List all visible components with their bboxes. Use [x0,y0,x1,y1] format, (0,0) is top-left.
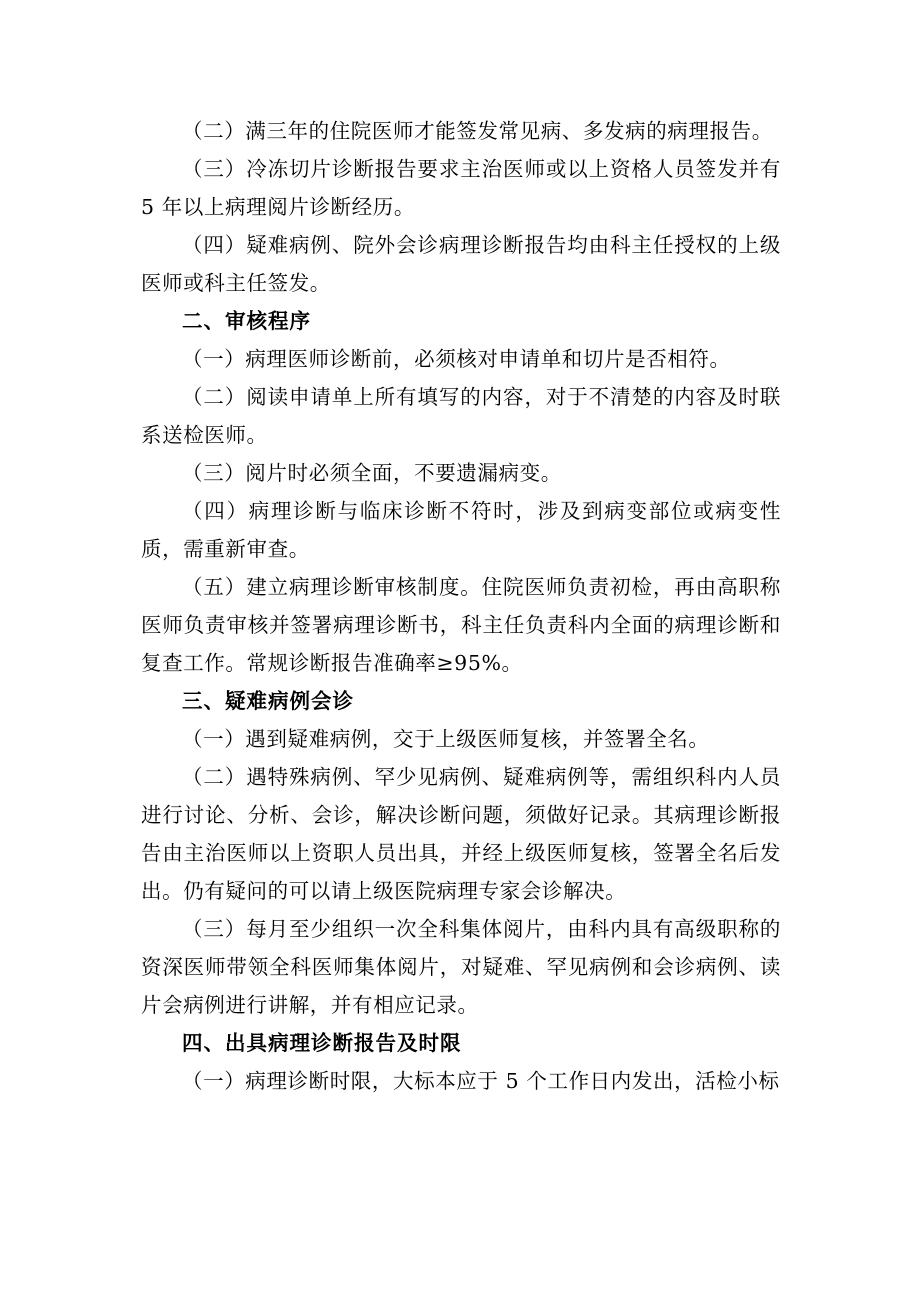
consultation-item-3: （三）每月至少组织一次全科集体阅片，由科内具有高级职称的资深医师带领全科医师集体阅片，对疑难、罕见病例和会诊病例、读片会病例进行讲解，并有相应记录。 [141,917,781,1017]
document-body [141,112,781,1100]
heading-report-timelimit: 四、出具病理诊断报告及时限 [182,1031,462,1055]
review-item-5: （五）建立病理诊断审核制度。住院医师负责初检，再由高职称医师负责审核并签署病理诊断书，科主任负责科内全面的病理诊断和复查工作。常规诊断报告准确率≥95%。 [141,575,781,675]
consultation-item-2: （二）遇特殊病例、罕少见病例、疑难病例等，需组织科内人员进行讨论、分析、会诊，解决诊断问题，须做好记录。其病理诊断报告由主治医师以上资职人员出具，并经上级医师复核，签署全名后发出。仍有疑问的可以请上级医院病理专家会诊解决。 [141,765,781,903]
paragraph-2-residents: （二）满三年的住院医师才能签发常见病、多发病的病理报告。 [182,119,773,143]
heading-review-procedure: 二、审核程序 [182,309,311,333]
paragraph-4-difficult-cases: （四）疑难病例、院外会诊病理诊断报告均由科主任授权的上级医师或科主任签发。 [141,233,781,295]
review-item-4: （四）病理诊断与临床诊断不符时，涉及到病变部位或病变性质，需重新审查。 [141,499,781,561]
heading-difficult-consultation: 三、疑难病例会诊 [182,689,354,713]
review-item-2: （二）阅读申请单上所有填写的内容，对于不清楚的内容及时联系送检医师。 [141,385,781,447]
consultation-item-1: （一）遇到疑难病例，交于上级医师复核，并签署全名。 [182,727,710,751]
timelimit-item-1: （一）病理诊断时限，大标本应于 5 个工作日内发出，活检小标 [182,1069,780,1093]
review-item-1: （一）病理医师诊断前，必须核对申请单和切片是否相符。 [182,347,731,371]
review-item-3: （三）阅片时必须全面，不要遗漏病变。 [182,461,562,485]
paragraph-3-frozen-section: （三）冷冻切片诊断报告要求主治医师或以上资格人员签发并有 5 年以上病理阅片诊断经历。 [141,157,781,219]
